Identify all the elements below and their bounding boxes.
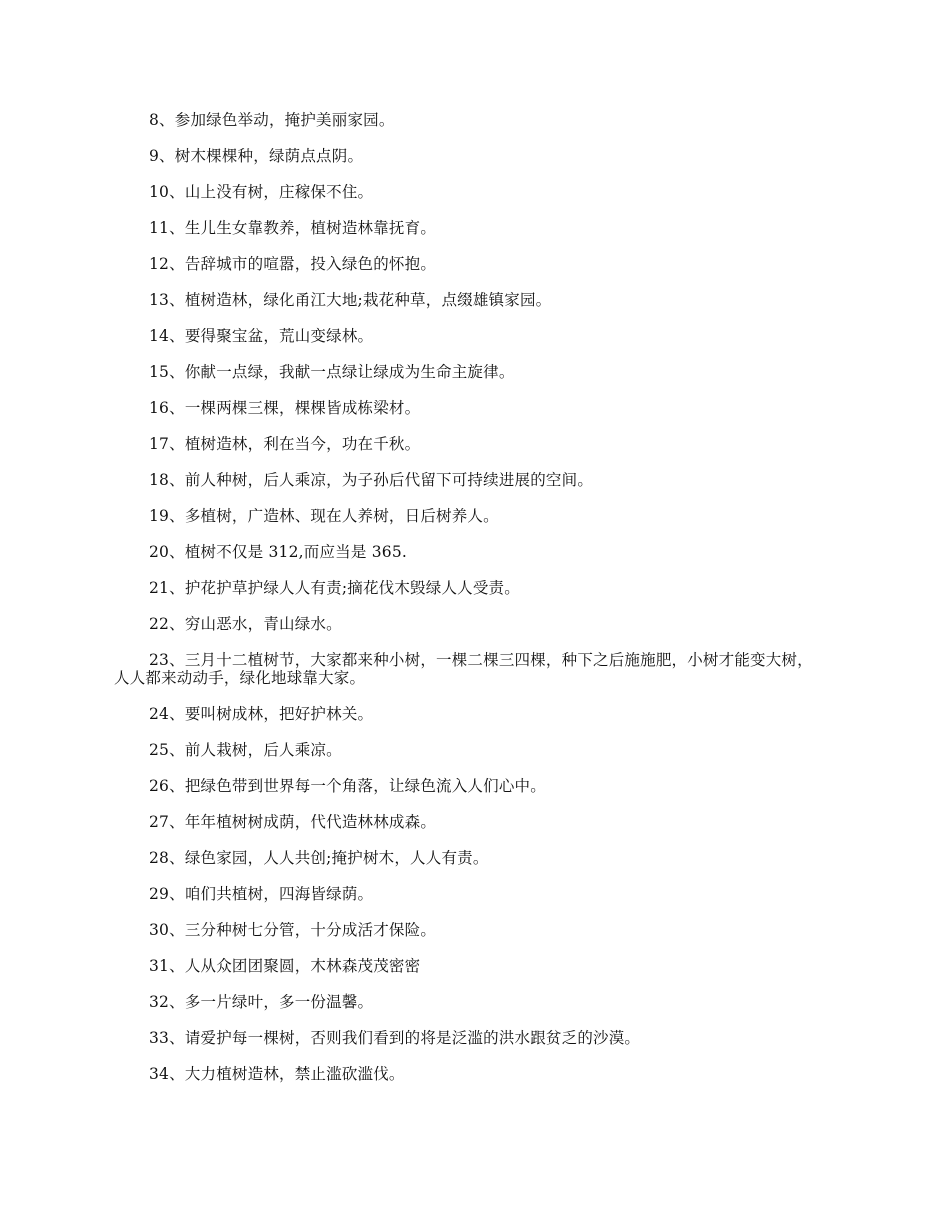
list-item: 29、咱们共植树，四海皆绿荫。	[149, 885, 374, 903]
list-item: 33、请爱护每一棵树，否则我们看到的将是泛滥的洪水跟贫乏的沙漠。	[149, 1029, 641, 1047]
slogan-list	[114, 111, 826, 1101]
list-item: 22、穷山恶水，青山绿水。	[149, 615, 342, 633]
list-item: 31、人从众团团聚圆，木林森茂茂密密	[149, 957, 421, 975]
list-item: 8、参加绿色举动，掩护美丽家园。	[149, 111, 395, 129]
list-item: 28、绿色家园，人人共创;掩护树木，人人有责。	[149, 849, 489, 867]
list-item: 17、植树造林，利在当今，功在千秋。	[149, 435, 421, 453]
list-item: 13、植树造林，绿化甬江大地;栽花种草，点缀雄镇家园。	[149, 291, 552, 309]
list-item: 15、你献一点绿，我献一点绿让绿成为生命主旋律。	[149, 363, 515, 381]
list-item: 18、前人种树，后人乘凉，为子孙后代留下可持续进展的空间。	[149, 471, 594, 489]
list-item: 10、山上没有树，庄稼保不住。	[149, 183, 374, 201]
list-item: 19、多植树，广造林、现在人养树，日后树养人。	[149, 507, 499, 525]
list-item: 12、告辞城市的喧嚣，投入绿色的怀抱。	[149, 255, 437, 273]
list-item: 24、要叫树成林，把好护林关。	[149, 705, 374, 723]
list-item: 9、树木棵棵种，绿荫点点阴。	[149, 147, 364, 165]
list-item: 25、前人栽树，后人乘凉。	[149, 741, 342, 759]
list-item: 20、植树不仅是 312,而应当是 365.	[149, 543, 408, 561]
list-item: 32、多一片绿叶，多一份温馨。	[149, 993, 374, 1011]
list-item: 26、把绿色带到世界每一个角落，让绿色流入人们心中。	[149, 777, 546, 795]
list-item: 23、三月十二植树节，大家都来种小树，一棵二棵三四棵，种下之后施施肥，小树才能变大树，人人都来动动手，绿化地球靠大家。	[114, 651, 813, 687]
list-item: 27、年年植树树成荫，代代造林林成森。	[149, 813, 437, 831]
list-item: 14、要得聚宝盆，荒山变绿林。	[149, 327, 374, 345]
list-item: 30、三分种树七分管，十分成活才保险。	[149, 921, 437, 939]
list-item: 16、一棵两棵三棵，棵棵皆成栋梁材。	[149, 399, 421, 417]
list-item: 21、护花护草护绿人人有责;摘花伐木毁绿人人受责。	[149, 579, 520, 597]
list-item: 11、生儿生女靠教养，植树造林靠抚育。	[149, 219, 437, 237]
list-item: 34、大力植树造林，禁止滥砍滥伐。	[149, 1065, 405, 1083]
